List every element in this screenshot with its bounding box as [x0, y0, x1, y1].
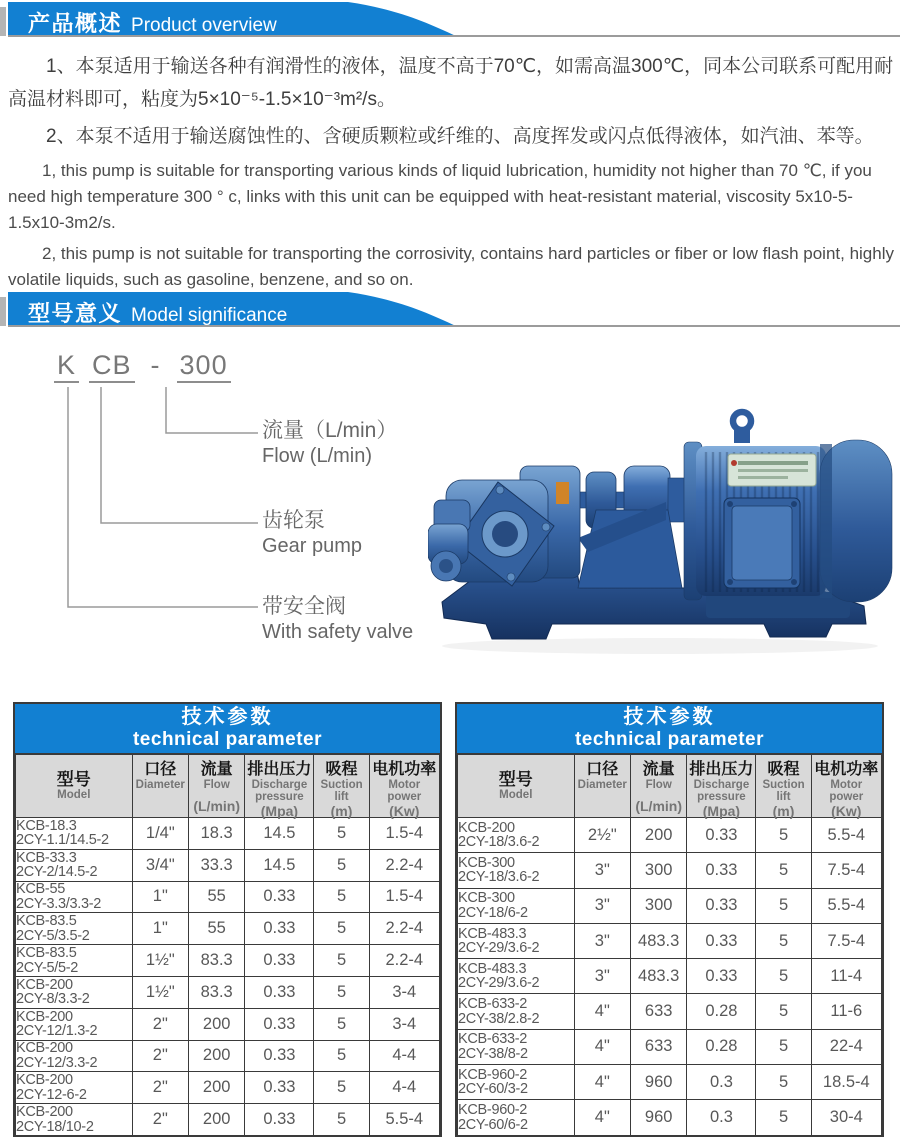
flow-cell: 633 [630, 1029, 686, 1064]
model-code-flow-number: 300 [177, 350, 231, 383]
banner-left-gray-bar [0, 7, 6, 36]
lift-cell: 5 [314, 881, 369, 913]
table-row [16, 1072, 440, 1104]
flow-cell: 300 [630, 853, 686, 888]
diameter-cell: 1½" [132, 976, 188, 1008]
pressure-cell: 0.3 [687, 1065, 756, 1100]
power-cell: 1.5-4 [369, 818, 439, 850]
table-title-zh: 技术参数 [623, 706, 716, 728]
power-cell: 11-4 [811, 959, 881, 994]
flow-cell: 300 [630, 888, 686, 923]
lift-cell: 5 [756, 1100, 811, 1135]
overview-paragraph-zh-2: 2、本泵不适用于输送腐蚀性的、含硬质颗粒或纤维的、高度挥发或闪点低得液体，如汽油、苯等。 [46, 126, 874, 147]
model-cell: KCB-483.3 2CY-29/3.6-2 [458, 959, 575, 994]
model-cell: KCB-33.3 2CY-2/14.5-2 [16, 849, 133, 881]
legend-safety-valve [262, 594, 413, 645]
table-row [458, 853, 882, 888]
power-cell: 2.2-4 [369, 945, 439, 977]
parameters-table [457, 754, 882, 1136]
lift-cell: 5 [314, 818, 369, 850]
model-cell: KCB-960-2 2CY-60/3-2 [458, 1065, 575, 1100]
flow-cell: 960 [630, 1100, 686, 1135]
model-cell: KCB-83.5 2CY-5/3.5-2 [16, 913, 133, 945]
tech-table-left [13, 702, 442, 1137]
flow-cell: 18.3 [188, 818, 244, 850]
header-row [16, 755, 440, 818]
flow-cell: 200 [188, 1072, 244, 1104]
diameter-cell: 4" [574, 1100, 630, 1135]
diameter-cell: 2" [132, 1072, 188, 1104]
legend-flow-en: Flow (L/min) [262, 445, 373, 467]
power-cell: 4-4 [369, 1040, 439, 1072]
table-title-zh: 技术参数 [181, 706, 274, 728]
diameter-cell: 2" [132, 1008, 188, 1040]
col-header-diameter: 口径 Diameter [132, 755, 188, 818]
table-row [458, 994, 882, 1029]
model-cell: KCB-200 2CY-12/3.3-2 [16, 1040, 133, 1072]
diameter-cell: 3" [574, 888, 630, 923]
pump-product-image [428, 406, 893, 658]
table-row [458, 923, 882, 958]
table-row [16, 1040, 440, 1072]
model-title-zh: 型号意义 [28, 301, 123, 326]
tech-table-right [455, 702, 884, 1137]
lift-cell: 5 [756, 1029, 811, 1064]
model-code-dash: - [150, 350, 161, 380]
col-header-flow: 流量 Flow (L/min) [188, 755, 244, 818]
power-cell: 11-6 [811, 994, 881, 1029]
lift-cell: 5 [756, 923, 811, 958]
model-cell: KCB-55 2CY-3.3/3.3-2 [16, 881, 133, 913]
lift-cell: 5 [756, 994, 811, 1029]
lift-cell: 5 [314, 849, 369, 881]
model-cell: KCB-633-2 2CY-38/2.8-2 [458, 994, 575, 1029]
power-cell: 7.5-4 [811, 923, 881, 958]
pressure-cell: 0.33 [245, 1104, 314, 1136]
flow-cell: 55 [188, 913, 244, 945]
flow-cell: 200 [188, 1040, 244, 1072]
pressure-cell: 14.5 [245, 818, 314, 850]
diameter-cell: 4" [574, 1029, 630, 1064]
pressure-cell: 0.33 [245, 1072, 314, 1104]
model-cell: KCB-200 2CY-18/10-2 [16, 1104, 133, 1136]
table-title [15, 704, 440, 754]
model-cell: KCB-633-2 2CY-38/8-2 [458, 1029, 575, 1064]
table-row [16, 881, 440, 913]
pressure-cell: 0.33 [687, 923, 756, 958]
power-cell: 1.5-4 [369, 881, 439, 913]
col-header-flow: 流量 Flow (L/min) [630, 755, 686, 818]
banner-left-gray-bar [0, 297, 6, 326]
col-header-diameter: 口径 Diameter [574, 755, 630, 818]
model-significance-banner [0, 290, 900, 332]
col-header-pressure: 排出压力 Discharge pressure (Mpa) [687, 755, 756, 818]
model-cell: KCB-18.3 2CY-1.1/14.5-2 [16, 818, 133, 850]
power-cell: 4-4 [369, 1072, 439, 1104]
col-header-model: 型号 Model [458, 755, 575, 818]
flow-cell: 200 [630, 818, 686, 853]
power-cell: 18.5-4 [811, 1065, 881, 1100]
flow-cell: 83.3 [188, 976, 244, 1008]
model-code-pump-letters: CB [89, 350, 135, 383]
power-cell: 30-4 [811, 1100, 881, 1135]
legend-flow [262, 418, 397, 469]
legend-valve-zh: 带安全阀 [262, 595, 346, 618]
pressure-cell: 0.33 [245, 945, 314, 977]
overview-paragraph-en-1: 1, this pump is suitable for transporting various kinds of liquid lubrication, humidity not higher than 70 ℃, if you need high temperature 300 ° c, links with this unit can be equipped with heat-resistant material, viscosity 5x10-5-1.5x10-3m2/s. [8, 161, 872, 232]
pressure-cell: 0.33 [245, 976, 314, 1008]
power-cell: 22-4 [811, 1029, 881, 1064]
diameter-cell: 2" [132, 1104, 188, 1136]
col-header-power: 电机功率 Motor power (Kw) [811, 755, 881, 818]
table-row [16, 818, 440, 850]
pressure-cell: 0.33 [245, 913, 314, 945]
legend-gear-pump [262, 508, 362, 559]
diameter-cell: 3/4" [132, 849, 188, 881]
diameter-cell: 3" [574, 959, 630, 994]
lift-cell: 5 [314, 945, 369, 977]
table-row [16, 976, 440, 1008]
col-header-power: 电机功率 Motor power (Kw) [369, 755, 439, 818]
overview-text-block [8, 46, 894, 293]
overview-paragraph-zh-1: 1、本泵适用于输送各种有润滑性的液体，温度不高于70℃，如需高温300℃，同本公司联系可配用耐高温材料即可，粘度为5×10⁻⁵-1.5×10⁻³m²/s。 [8, 56, 894, 110]
table-row [16, 1008, 440, 1040]
legend-gear-en: Gear pump [262, 535, 363, 557]
diameter-cell: 2" [132, 1040, 188, 1072]
diameter-cell: 1/4" [132, 818, 188, 850]
power-cell: 5.5-4 [369, 1104, 439, 1136]
power-cell: 2.2-4 [369, 913, 439, 945]
diameter-cell: 3" [574, 923, 630, 958]
flow-cell: 83.3 [188, 945, 244, 977]
pressure-cell: 0.33 [245, 1040, 314, 1072]
diameter-cell: 2½" [574, 818, 630, 853]
model-cell: KCB-200 2CY-18/3.6-2 [458, 818, 575, 853]
flow-cell: 633 [630, 994, 686, 1029]
power-cell: 7.5-4 [811, 853, 881, 888]
parameters-table [15, 754, 440, 1136]
lift-cell: 5 [756, 818, 811, 853]
legend-valve-en: With safety valve [262, 621, 414, 643]
diameter-cell: 1½" [132, 945, 188, 977]
flow-cell: 55 [188, 881, 244, 913]
model-code-safety-letter: K [54, 350, 79, 383]
col-header-pressure: 排出压力 Discharge pressure (Mpa) [245, 755, 314, 818]
table-row [458, 888, 882, 923]
table-row [16, 849, 440, 881]
lift-cell: 5 [314, 913, 369, 945]
table-row [16, 913, 440, 945]
flow-cell: 483.3 [630, 959, 686, 994]
lift-cell: 5 [314, 976, 369, 1008]
diameter-cell: 1" [132, 881, 188, 913]
diameter-cell: 4" [574, 1065, 630, 1100]
diameter-cell: 3" [574, 853, 630, 888]
table-row [16, 945, 440, 977]
overview-paragraph-en-2: 2, this pump is not suitable for transporting the corrosivity, contains hard particles or fiber or low flash point, highly volatile liquids, such as gasoline, benzene, and so on. [8, 244, 894, 289]
table-title [457, 704, 882, 754]
lift-cell: 5 [314, 1008, 369, 1040]
model-title-en: Model significance [131, 305, 288, 326]
model-cell: KCB-200 2CY-12/1.3-2 [16, 1008, 133, 1040]
pressure-cell: 0.28 [687, 1029, 756, 1064]
overview-title-zh: 产品概述 [28, 11, 123, 36]
power-cell: 3-4 [369, 1008, 439, 1040]
pressure-cell: 0.33 [687, 959, 756, 994]
pressure-cell: 0.3 [687, 1100, 756, 1135]
col-header-lift: 吸程 Suction lift (m) [756, 755, 811, 818]
flow-cell: 200 [188, 1008, 244, 1040]
power-cell: 3-4 [369, 976, 439, 1008]
header-row [458, 755, 882, 818]
lift-cell: 5 [314, 1072, 369, 1104]
model-cell: KCB-200 2CY-8/3.3-2 [16, 976, 133, 1008]
diameter-cell: 1" [132, 913, 188, 945]
table-row [458, 818, 882, 853]
lift-cell: 5 [314, 1040, 369, 1072]
legend-gear-zh: 齿轮泵 [262, 509, 325, 532]
lift-cell: 5 [756, 888, 811, 923]
col-header-lift: 吸程 Suction lift (m) [314, 755, 369, 818]
flow-cell: 200 [188, 1104, 244, 1136]
model-cell: KCB-960-2 2CY-60/6-2 [458, 1100, 575, 1135]
model-cell: KCB-300 2CY-18/3.6-2 [458, 853, 575, 888]
pressure-cell: 0.28 [687, 994, 756, 1029]
col-header-model: 型号 Model [16, 755, 133, 818]
pressure-cell: 0.33 [245, 1008, 314, 1040]
lift-cell: 5 [314, 1104, 369, 1136]
lift-cell: 5 [756, 1065, 811, 1100]
pressure-cell: 0.33 [687, 888, 756, 923]
lift-cell: 5 [756, 853, 811, 888]
power-cell: 5.5-4 [811, 888, 881, 923]
flow-cell: 483.3 [630, 923, 686, 958]
power-cell: 2.2-4 [369, 849, 439, 881]
flow-cell: 960 [630, 1065, 686, 1100]
power-cell: 5.5-4 [811, 818, 881, 853]
lift-cell: 5 [756, 959, 811, 994]
legend-flow-zh: 流量（L/min） [262, 419, 398, 442]
table-row [458, 959, 882, 994]
diameter-cell: 4" [574, 994, 630, 1029]
pressure-cell: 0.33 [245, 881, 314, 913]
model-cell: KCB-300 2CY-18/6-2 [458, 888, 575, 923]
product-overview-banner [0, 0, 900, 42]
table-row [16, 1104, 440, 1136]
table-row [458, 1029, 882, 1064]
table-title-en: technical parameter [132, 729, 323, 750]
pressure-cell: 14.5 [245, 849, 314, 881]
model-cell: KCB-483.3 2CY-29/3.6-2 [458, 923, 575, 958]
pressure-cell: 0.33 [687, 818, 756, 853]
table-row [458, 1100, 882, 1135]
model-cell: KCB-83.5 2CY-5/5-2 [16, 945, 133, 977]
pressure-cell: 0.33 [687, 853, 756, 888]
model-cell: KCB-200 2CY-12-6-2 [16, 1072, 133, 1104]
flow-cell: 33.3 [188, 849, 244, 881]
table-row [458, 1065, 882, 1100]
overview-title-en: Product overview [131, 15, 277, 36]
table-title-en: technical parameter [574, 729, 765, 750]
